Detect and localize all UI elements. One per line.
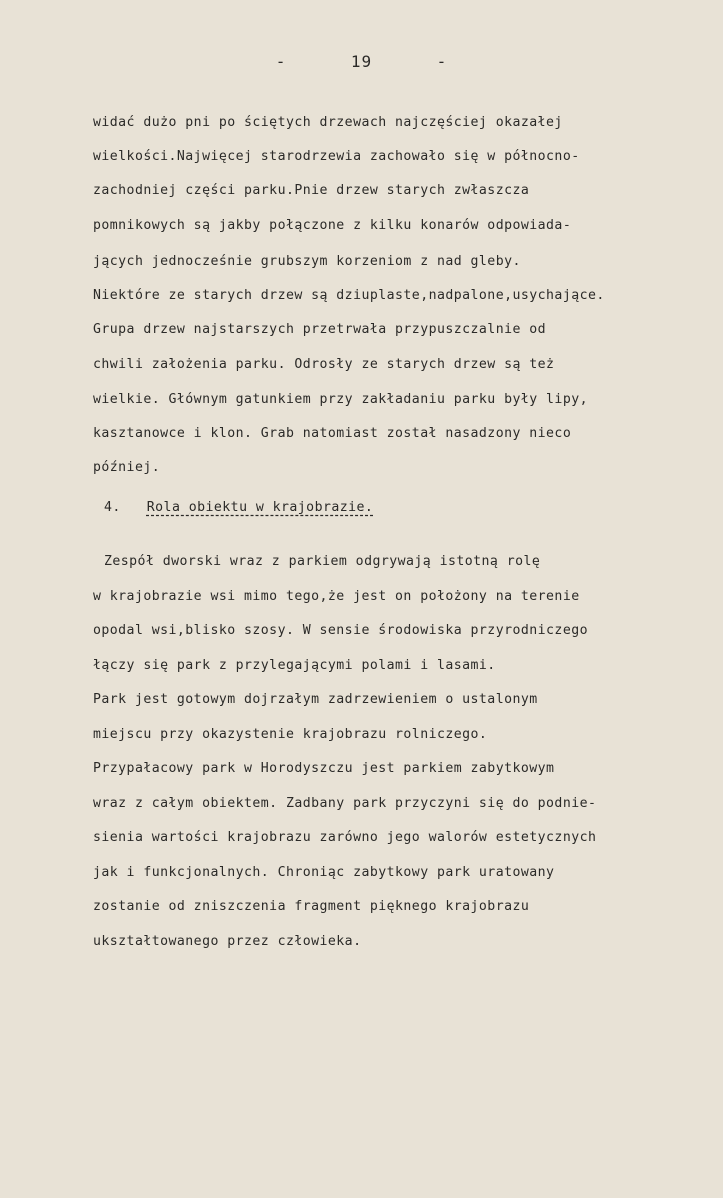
paragraph-line: pomnikowych są jakby połączone z kilku konarów odpowiada-	[93, 218, 572, 233]
paragraph-line: później.	[93, 460, 161, 475]
paragraph-line: opodal wsi,blisko szosy. W sensie środowiska przyrodniczego	[93, 623, 588, 638]
paragraph-line: ukształtowanego przez człowieka.	[93, 934, 362, 949]
paragraph-line: chwili założenia parku. Odrosły ze starych drzew są też	[93, 357, 555, 372]
paragraph-line: łączy się park z przylegającymi polami i lasami.	[93, 658, 496, 673]
page-number-dash-right: -	[436, 52, 448, 71]
paragraph-line: wielkie. Głównym gatunkiem przy zakładaniu parku były lipy,	[93, 392, 588, 407]
paragraph-line: kasztanowce i klon. Grab natomiast został nasadzony nieco	[93, 426, 572, 441]
section-heading-title: Rola obiektu w krajobrazie.	[146, 500, 374, 515]
paragraph-line: wielkości.Najwięcej starodrzewia zachowało się w północno-	[93, 149, 580, 164]
paragraph-line: zostanie od zniszczenia fragment pięknego krajobrazu	[93, 899, 530, 914]
paragraph-line: Przypałacowy park w Horodyszczu jest parkiem zabytkowym	[93, 761, 555, 776]
paragraph-line: Grupa drzew najstarszych przetrwała przypuszczalnie od	[93, 322, 547, 337]
paragraph-line: sienia wartości krajobrazu zarówno jego walorów estetycznych	[93, 830, 597, 845]
paragraph-line: w krajobrazie wsi mimo tego,że jest on położony na terenie	[93, 589, 580, 604]
paragraph-line: zachodniej części parku.Pnie drzew starych zwłaszcza	[93, 183, 530, 198]
paragraph-line: widać dużo pni po ściętych drzewach najczęściej okazałej	[93, 115, 563, 130]
section-heading-number: 4.	[104, 500, 121, 515]
paragraph-line: Niektóre ze starych drzew są dziuplaste,nadpalone,usychające.	[93, 288, 605, 303]
section-heading	[104, 500, 373, 515]
paragraph-line: jących jednocześnie grubszym korzeniom z nad gleby.	[93, 254, 521, 269]
page-number-dash-left: -	[275, 52, 287, 71]
paragraph-line: Park jest gotowym dojrzałym zadrzewieniem o ustalonym	[93, 692, 538, 707]
paragraph-line: Zespół dworski wraz z parkiem odgrywają istotną rolę	[104, 554, 541, 569]
page-number	[0, 52, 723, 71]
paragraph-line: jak i funkcjonalnych. Chroniąc zabytkowy park uratowany	[93, 865, 555, 880]
page-number-value: 19	[350, 52, 373, 71]
paragraph-line: wraz z całym obiektem. Zadbany park przyczyni się do podnie-	[93, 796, 597, 811]
paragraph-line: miejscu przy okazystenie krajobrazu rolniczego.	[93, 727, 488, 742]
